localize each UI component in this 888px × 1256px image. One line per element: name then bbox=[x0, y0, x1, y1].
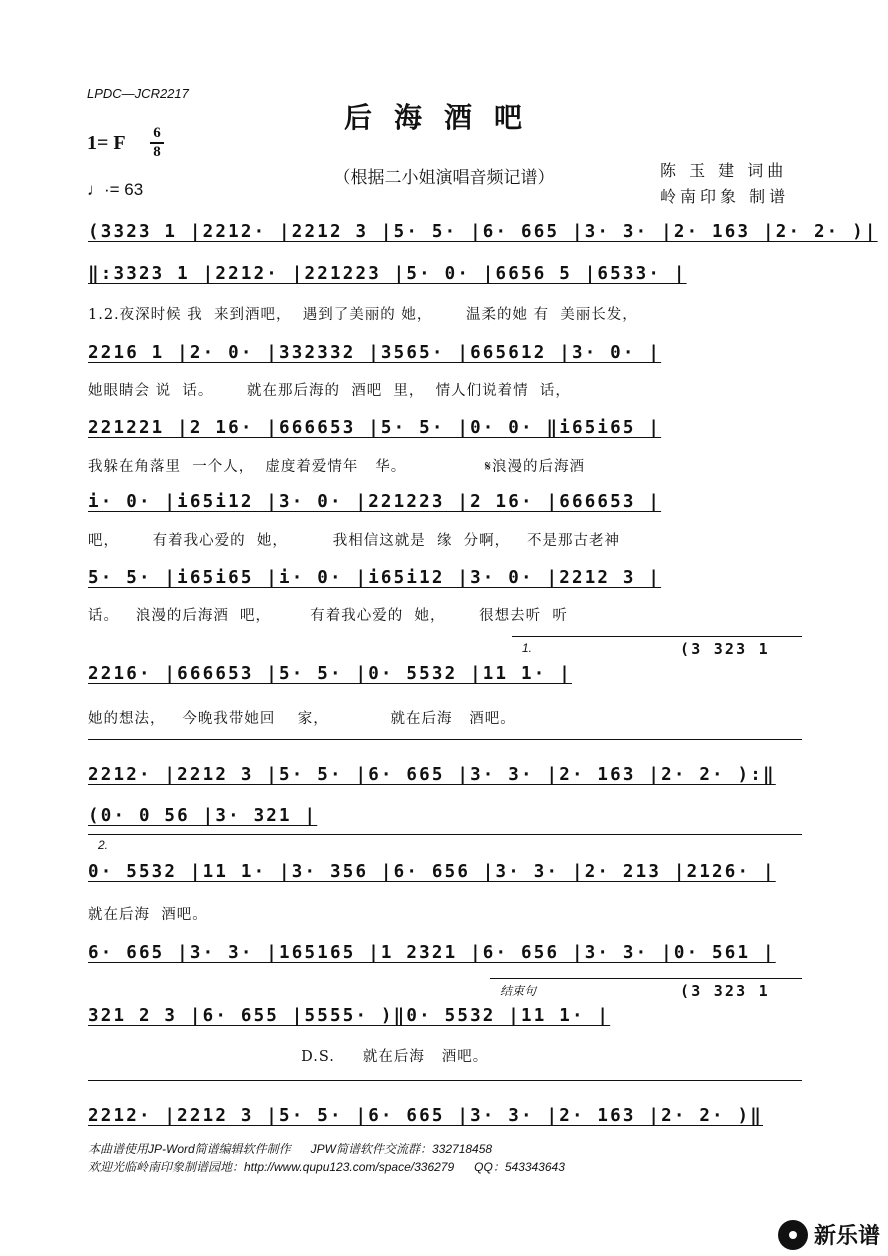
ending-label: 结束句 bbox=[500, 984, 537, 998]
arranger-credit: 岭南印象 制谱 bbox=[660, 187, 790, 206]
lyrics-line-4: 我躲在角落里 一个人， 虚度着爱情年 华。 𝄋浪漫的后海酒 bbox=[88, 459, 586, 475]
volta-1-label: 1. bbox=[522, 641, 533, 655]
record-disc-icon bbox=[778, 1220, 808, 1250]
footer-line-2: 欢迎光临岭南印象制谱园地：http://www.qupu123.com/space/336279 QQ：543343643 bbox=[88, 1160, 565, 1174]
notation-line-2: ‖:3323 1 |2212· |221223 |5· 0· |6656 5 |6533· | bbox=[88, 264, 687, 284]
lyrics-line-7: 她的想法， 今晚我带她回 家， 就在后海 酒吧。 bbox=[88, 711, 516, 727]
time-denominator: 8 bbox=[153, 144, 161, 160]
lyrics-line-2: 1.2.夜深时候 我 来到酒吧， 遇到了美丽的 她， 温柔的她 有 美丽长发， bbox=[88, 307, 638, 323]
notation-line-3: 2216 1 |2· 0· |332332 |3565· |665612 |3· 0· | bbox=[88, 343, 662, 363]
volta-2-label: 2. bbox=[98, 838, 109, 852]
subtitle: （根据二小姐演唱音频记谱） bbox=[333, 168, 555, 188]
lyrics-line-6: 话。 浪漫的后海酒 吧， 有着我心爱的 她， 很想去听 听 bbox=[88, 608, 568, 624]
notation-line-6: 5· 5· |i65i65 |i· 0· |i65i12 |3· 0· |2212 3 | bbox=[88, 568, 662, 588]
notation-line-12: 321 2 3 |6· 655 |5555· )‖0· 5532 |11 1· | bbox=[88, 1006, 611, 1026]
notation-line-11: 6· 665 |3· 3· |165165 |1 2321 |6· 656 |3· 3· |0· 561 | bbox=[88, 943, 776, 963]
notation-line-1: (3323 1 |2212· |2212 3 |5· 5· |6· 665 |3· 3· |2· 163 |2· 2· )| bbox=[88, 222, 878, 242]
site-logo-text: 新乐谱 bbox=[813, 1224, 880, 1249]
upper-parenthesis-notes-2: (3 323 1 bbox=[680, 982, 770, 1000]
notation-line-7: 2216· |666653 |5· 5· |0· 5532 |11 1· | bbox=[88, 664, 572, 684]
lyrics-line-10: 就在后海 酒吧。 bbox=[88, 907, 208, 923]
volta-bracket-1 bbox=[512, 636, 802, 637]
notation-line-4: 221221 |2 16· |666653 |5· 5· |0· 0· ‖i65i65 | bbox=[88, 418, 662, 438]
staff-separator-1 bbox=[88, 739, 802, 740]
site-logo bbox=[778, 1219, 880, 1250]
lyrics-line-5: 吧， 有着我心爱的 她， 我相信这就是 缘 分啊， 不是那古老神 bbox=[88, 533, 621, 549]
footer-line-1: 本曲谱使用JP-Word简谱编辑软件制作 JPW简谱软件交流群：332718458 bbox=[88, 1142, 493, 1156]
song-title: 后海酒吧 bbox=[343, 101, 544, 134]
composer-credit: 陈 玉 建 词曲 bbox=[660, 161, 788, 180]
score-code: LPDC—JCR2217 bbox=[87, 86, 189, 101]
notation-line-5: i· 0· |i65i12 |3· 0· |221223 |2 16· |666653 | bbox=[88, 492, 662, 512]
time-numerator: 6 bbox=[153, 125, 161, 141]
notation-line-13: 2212· |2212 3 |5· 5· |6· 665 |3· 3· |2· 163 |2· 2· )‖ bbox=[88, 1106, 764, 1126]
lyrics-line-3: 她眼睛会 说 话。 就在那后海的 酒吧 里， 情人们说着情 话， bbox=[88, 383, 571, 399]
volta-bracket-2 bbox=[88, 834, 802, 835]
time-signature bbox=[150, 126, 164, 160]
notation-line-8: 2212· |2212 3 |5· 5· |6· 665 |3· 3· |2· 163 |2· 2· ):‖ bbox=[88, 765, 776, 785]
notation-line-9: (0· 0 56 |3· 321 | bbox=[88, 806, 318, 826]
upper-parenthesis-notes-1: (3 323 1 bbox=[680, 640, 770, 658]
tempo-marking: ♩·= 63 bbox=[87, 180, 144, 199]
staff-separator-2 bbox=[88, 1080, 802, 1081]
lyrics-line-12: D.S. 就在后海 酒吧。 bbox=[88, 1049, 489, 1065]
key-signature: 1= F bbox=[87, 132, 126, 154]
ending-bracket bbox=[490, 978, 802, 979]
notation-line-10: 0· 5532 |11 1· |3· 356 |6· 656 |3· 3· |2· 213 |2126· | bbox=[88, 862, 776, 882]
